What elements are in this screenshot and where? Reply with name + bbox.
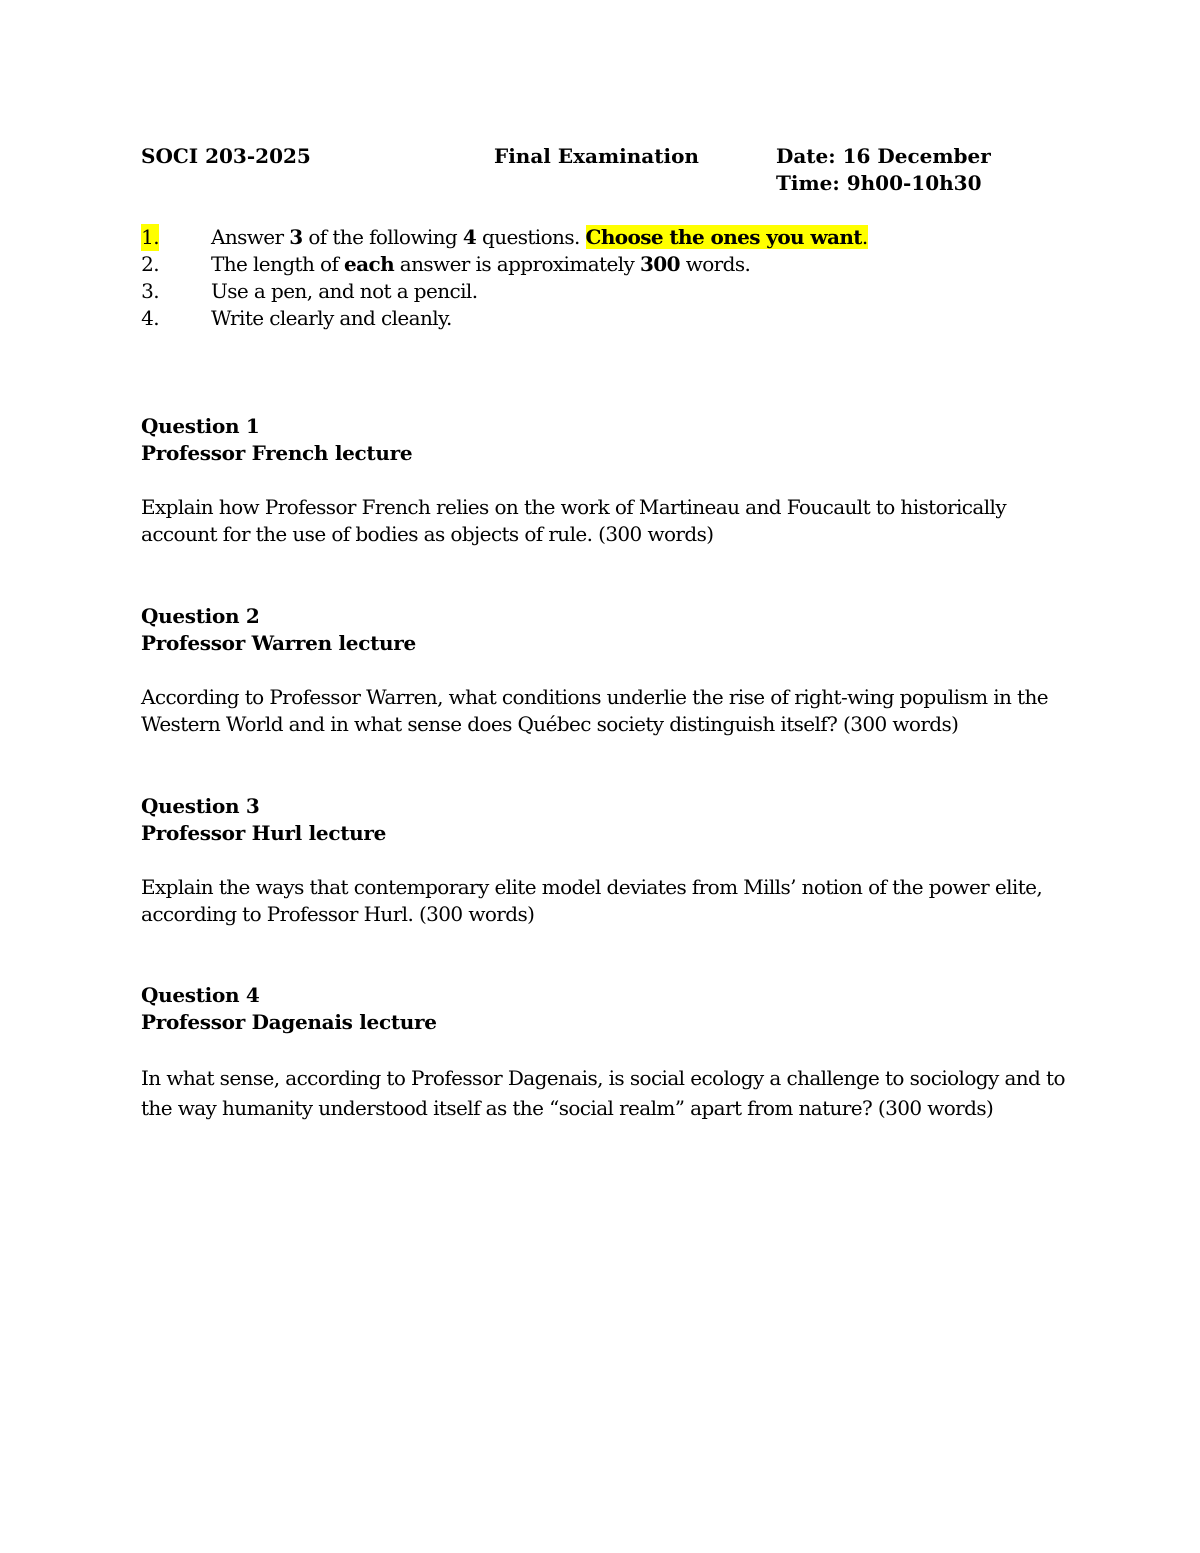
instruction-number: 4. <box>141 306 159 330</box>
instruction-text: Answer 3 of the following 4 questions. Choose the ones you want. <box>211 225 868 249</box>
question-body: Explain the ways that contemporary elite model deviates from Mills’ notion of the power elite, according to Professor Hurl. (300 words) <box>141 875 1043 926</box>
question-professor: Professor Hurl lecture <box>141 821 387 845</box>
question-3 <box>141 793 1071 928</box>
instruction-text: The length of each answer is approximately 300 words. <box>211 252 751 276</box>
instruction-item <box>141 278 1041 305</box>
instruction-text: Use a pen, and not a pencil. <box>211 279 478 303</box>
question-professor: Professor Warren lecture <box>141 631 416 655</box>
instruction-number: 3. <box>141 279 159 303</box>
exam-title: Final Examination <box>494 144 699 168</box>
question-body: In what sense, according to Professor Dagenais, is social ecology a challenge to sociology and to the way humanity understood itself as the “social realm” apart from nature? (300 words) <box>141 1066 1065 1120</box>
question-title: Question 1 <box>141 414 260 438</box>
instruction-number: 1. <box>141 225 159 249</box>
question-title: Question 2 <box>141 604 260 628</box>
question-professor: Professor French lecture <box>141 441 413 465</box>
question-title: Question 3 <box>141 794 260 818</box>
question-1 <box>141 413 1071 548</box>
question-2 <box>141 603 1071 738</box>
instructions-list <box>141 224 1041 332</box>
exam-date: Date: 16 December <box>776 144 991 168</box>
instruction-item <box>141 224 1041 251</box>
highlighted-instruction: Choose the ones you want <box>585 225 862 249</box>
question-body: Explain how Professor French relies on the work of Martineau and Foucault to historically account for the use of bodies as objects of rule. (300 words) <box>141 495 1007 546</box>
question-4 <box>141 982 1071 1123</box>
question-title: Question 4 <box>141 983 260 1007</box>
exam-time: Time: 9h00-10h30 <box>776 171 982 195</box>
question-professor: Professor Dagenais lecture <box>141 1010 437 1034</box>
question-body: According to Professor Warren, what conditions underlie the rise of right-wing populism in the Western World and in what sense does Québec society distinguish itself? (300 words) <box>141 685 1048 736</box>
instruction-item <box>141 305 1041 332</box>
instruction-item <box>141 251 1041 278</box>
instruction-text: Write clearly and cleanly. <box>211 306 452 330</box>
instruction-number: 2. <box>141 252 159 276</box>
course-code: SOCI 203-2025 <box>141 144 311 168</box>
